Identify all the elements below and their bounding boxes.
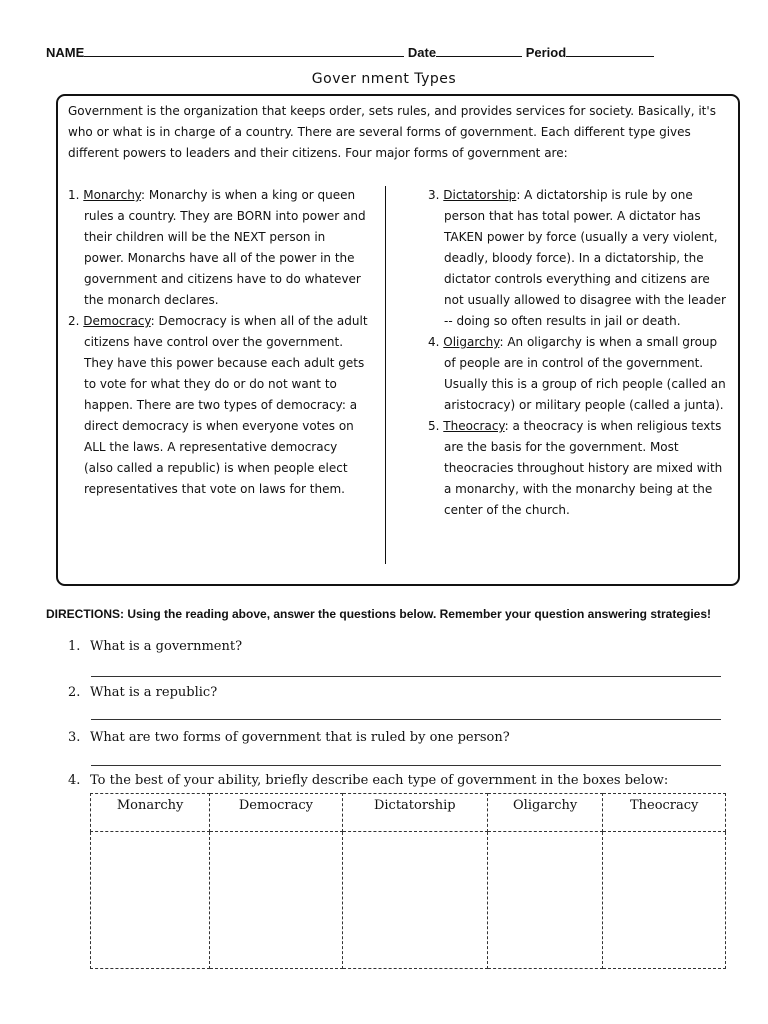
item-monarchy: 1. Monarchy: Monarchy is when a king or queen rules a country. They are BORN into power and their children will be the NEXT person in power. Monarchs have all of the power in the government and citizens have to do whatever the monarch declares. xyxy=(68,188,366,307)
question-3: 3. What are two forms of government that is ruled by one person? xyxy=(68,730,510,745)
page-title: Gover nment Types xyxy=(311,71,457,87)
col-header-dictatorship: Dictatorship xyxy=(342,794,487,832)
date-label: Date xyxy=(407,45,437,60)
period-blank[interactable] xyxy=(566,44,654,57)
period-label: Period xyxy=(525,45,567,60)
col-header-democracy: Democracy xyxy=(210,794,342,832)
answer-cell-oligarchy[interactable] xyxy=(487,832,602,969)
term-dictatorship: Dictatorship xyxy=(443,188,517,202)
question-2: 2. What is a republic? xyxy=(68,685,218,700)
directions: DIRECTIONS: Using the reading above, answer the questions below. Remember your question answering strategies! xyxy=(46,607,712,621)
reading-column-left xyxy=(68,185,368,500)
reading-box xyxy=(56,94,740,586)
date-blank[interactable] xyxy=(436,44,522,57)
item-oligarchy: 4. Oligarchy: An oligarchy is when a small group of people are in control of the government. Usually this is a group of rich people (called an aristocracy) or military people (called a junta). xyxy=(428,335,726,412)
col-header-monarchy: Monarchy xyxy=(91,794,210,832)
student-info-header xyxy=(46,44,726,60)
name-label: NAME xyxy=(46,45,85,60)
item-theocracy: 5. Theocracy: a theocracy is when religious texts are the basis for the government. Most theocracies throughout history are mixed with a monarchy, with the monarchy being at the center of the church. xyxy=(428,419,723,517)
term-theocracy: Theocracy xyxy=(443,419,505,433)
reading-column-right xyxy=(428,185,728,521)
item-democracy: 2. Democracy: Democracy is when all of the adult citizens have control over the government. They have this power because each adult gets to vote for what they do or do not want to happen. There are two types of democracy: a direct democracy is when everyone votes on ALL the laws. A representative democracy (also called a republic) is when people elect representatives that vote on laws for them. xyxy=(68,314,368,496)
answer-line-3[interactable] xyxy=(91,765,721,766)
government-types-table xyxy=(90,793,726,969)
answer-line-2[interactable] xyxy=(91,719,721,720)
answer-cell-dictatorship[interactable] xyxy=(342,832,487,969)
term-democracy: Democracy xyxy=(83,314,151,328)
answer-cell-monarchy[interactable] xyxy=(91,832,210,969)
col-header-theocracy: Theocracy xyxy=(603,794,726,832)
name-blank[interactable] xyxy=(84,44,404,57)
term-oligarchy: Oligarchy xyxy=(443,335,500,349)
column-divider xyxy=(385,186,386,564)
reading-intro: Government is the organization that keeps order, sets rules, and provides services for society. Basically, it's who or what is in charge of a country. There are several forms of government. Each different type gives different powers to leaders and their citizens. Four major forms of government are: xyxy=(68,104,716,160)
answer-cell-democracy[interactable] xyxy=(210,832,342,969)
term-monarchy: Monarchy xyxy=(83,188,142,202)
question-1: 1. What is a government? xyxy=(68,639,243,654)
answer-line-1[interactable] xyxy=(91,676,721,677)
question-4: 4. To the best of your ability, briefly describe each type of government in the boxes below: xyxy=(68,773,669,788)
answer-cell-theocracy[interactable] xyxy=(603,832,726,969)
item-dictatorship: 3. Dictatorship: A dictatorship is rule by one person that has total power. A dictator has TAKEN power by force (usually a very violent, deadly, bloody force). In a dictatorship, the dictator controls everything and citizens are not usually allowed to disagree with the leader -- doing so often results in jail or death. xyxy=(428,188,726,328)
col-header-oligarchy: Oligarchy xyxy=(487,794,602,832)
